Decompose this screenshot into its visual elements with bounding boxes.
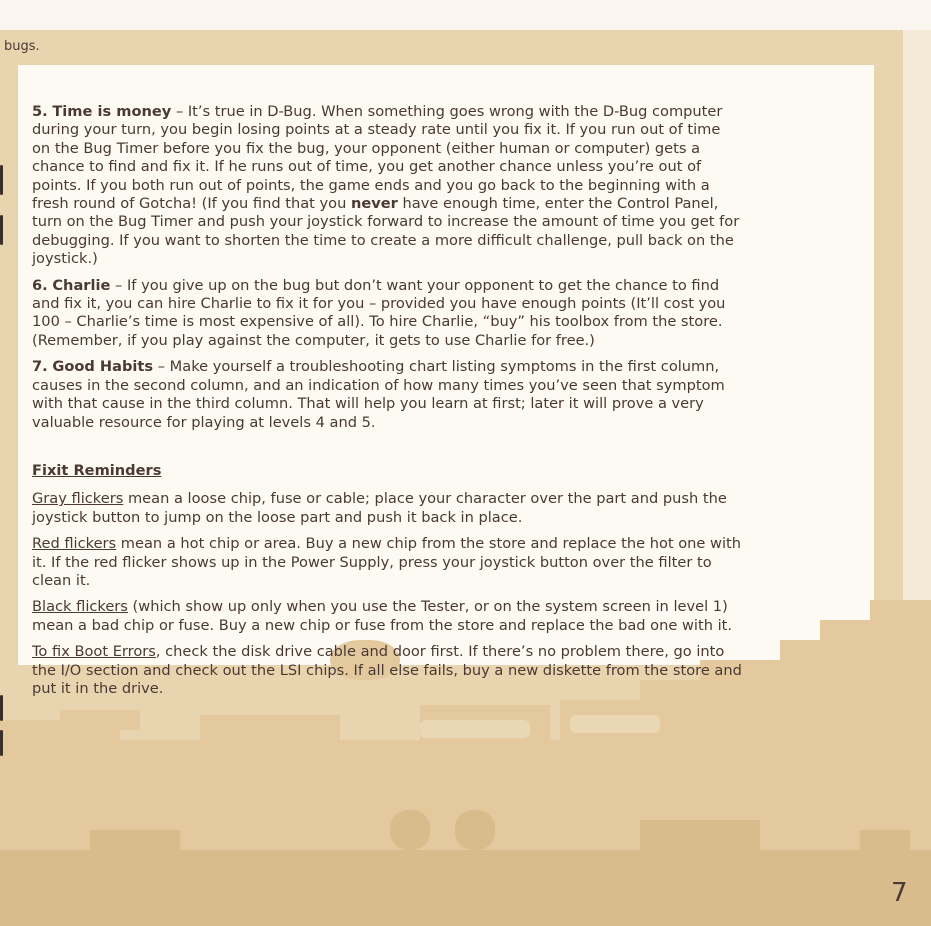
item-good-habits <box>32 358 742 432</box>
reminder-boot <box>32 643 742 698</box>
manual-content <box>32 103 742 706</box>
reminder-text: mean a hot chip or area. Buy a new chip from the store and replace the hot one with it. If the red flicker shows up in the Power Supply, press your joystick button over the filter to clean it. <box>32 535 741 589</box>
item-number: 6. <box>32 276 48 294</box>
item-charlie <box>32 277 742 351</box>
reminder-lead: Black flickers <box>32 598 128 616</box>
item-text: – If you give up on the bug but don’t want your opponent to get the chance to find and fix it, you can hire Charlie to fix it for you – provided you have enough points (It’ll cost you 100 – Charlie’s time is most expensive of all). To hire Charlie, “buy” his toolbox from the store. (Remember, if you play against the computer, it gets to use Charlie for free.) <box>32 276 726 349</box>
item-text: have enough time, enter the Control Panel, turn on the Bug Timer and push your joystick forward to increase the amount of time you get for debugging. If you want to shorten the time to create a more difficult challenge, pull back on the joystick.) <box>32 195 740 268</box>
reminder-lead: Gray flickers <box>32 490 124 508</box>
reminder-red <box>32 535 742 590</box>
item-text: – Make yourself a troubleshooting chart listing symptoms in the first column, causes in the second column, and an indication of how many times you’ve seen that symptom with that cause in the third column. That will help you learn at first; later it will prove a very valuable resource for playing at levels 4 and 5. <box>32 358 725 431</box>
intro-text: bugs. <box>4 39 40 54</box>
item-title: Charlie <box>52 276 111 294</box>
reminder-black <box>32 598 742 635</box>
reminder-text: , check the disk drive cable and door first. If there’s no problem there, go into the I/O section and check out the LSI chips. If all else fails, buy a new diskette from the store and put it in the drive. <box>32 643 742 697</box>
binding-mark <box>0 730 3 756</box>
reminders-heading: Fixit Reminders <box>32 461 162 479</box>
reminder-lead: To fix Boot Errors <box>32 643 156 661</box>
reminder-text: (which show up only when you use the Tester, or on the system screen in level 1) mean a bad chip or fuse. Buy a new chip or fuse from the store and replace the bad one with it. <box>32 598 732 634</box>
item-number: 5. <box>32 103 48 120</box>
top-strip <box>0 0 931 30</box>
item-title: Time is money <box>52 103 172 120</box>
item-time-is-money <box>32 103 742 269</box>
binding-mark <box>0 695 3 721</box>
binding-mark <box>0 215 3 245</box>
binding-mark <box>0 165 3 195</box>
item-title: Good Habits <box>52 358 154 376</box>
reminder-text: mean a loose chip, fuse or cable; place your character over the part and push the joystick button to jump on the loose part and push it back in place. <box>32 490 727 526</box>
item-text: – It’s true in D-Bug. When something goes wrong with the D-Bug computer during your turn, you begin losing points at a steady rate until you fix it. If you run out of time on the Bug Timer before you fix the bug, your opponent (either human or computer) gets a chance to find and fix it. If he runs out of time, you get another chance unless you’re out of points. If you both run out of points, the game ends and you go back to the beginning with a fresh round of Gotcha! (If you find that you <box>32 103 723 213</box>
page-number: 7 <box>891 878 908 908</box>
reminder-lead: Red flickers <box>32 535 117 553</box>
item-emphasis: never <box>350 195 398 213</box>
reminder-gray <box>32 490 742 527</box>
item-number: 7. <box>32 358 48 376</box>
